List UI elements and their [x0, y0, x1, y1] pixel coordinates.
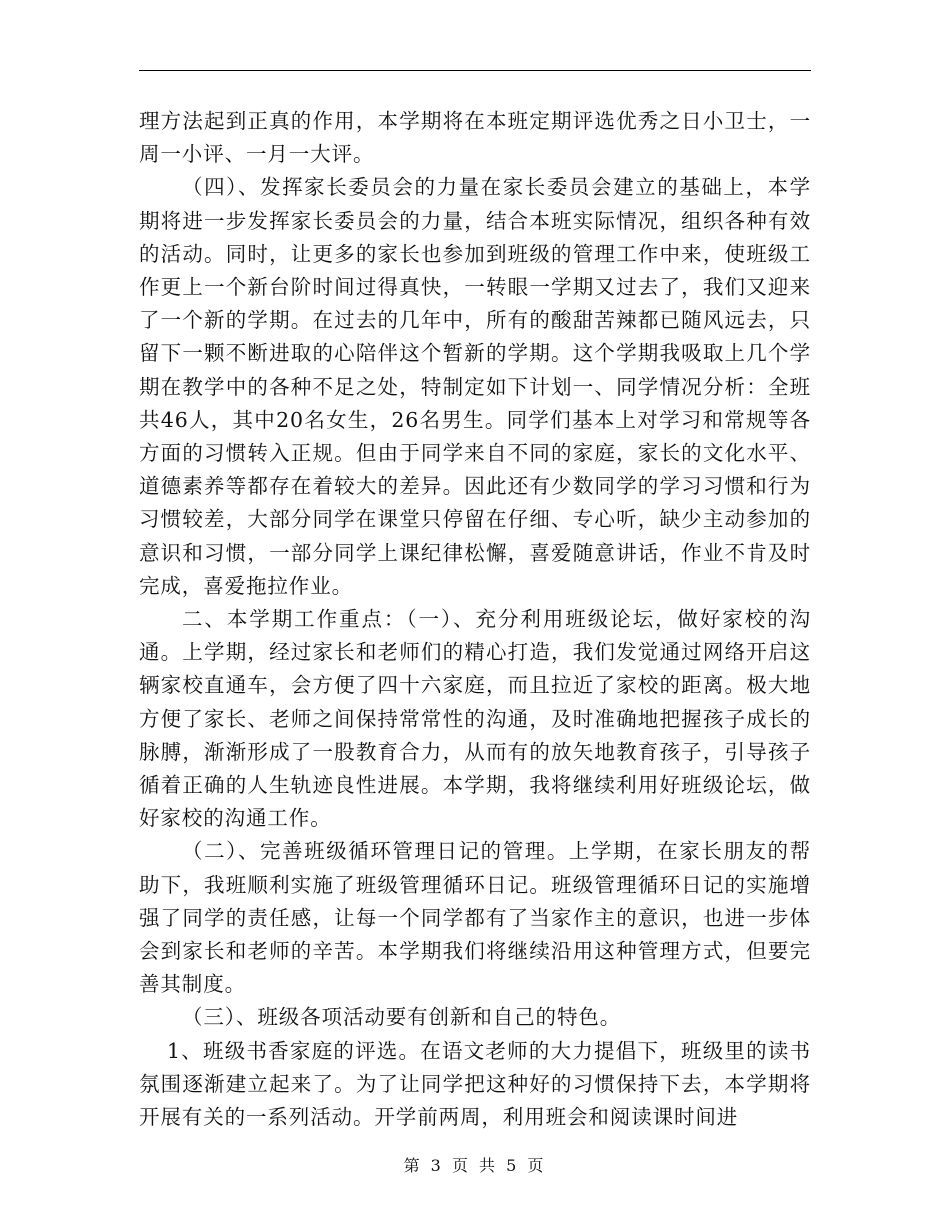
document-body — [139, 105, 811, 1134]
page-number-footer: 第 3 页 共 5 页 — [403, 1156, 547, 1175]
paragraph-2: （四）、发挥家长委员会的力量在家长委员会建立的基础上，本学期将进一步发挥家长委员会的力量，结合本班实际情况，组织各种有效的活动。同时，让更多的家长也参加到班级的管理工作中来，使班级工作更上一个新台阶时间过得真快，一转眼一学期又过去了，我们又迎来了一个新的学期。在过去的几年中，所有的酸甜苦辣都已随风远去，只留下一颗不断进取的心陪伴这个暂新的学期。这个学期我吸取上几个学期在教学中的各种不足之处，特制定如下计划一、同学情况分析：全班共46人，其中20名女生，26名男生。同学们基本上对学习和常规等各方面的习惯转入正规。但由于同学来自不同的家庭，家长的文化水平、道德素养等都存在着较大的差异。因此还有少数同学的学习习惯和行为习惯较差，大部分同学在课堂只停留在仔细、专心听，缺少主动参加的意识和习惯，一部分同学上课纪律松懈，喜爱随意讲话，作业不肯及时完成，喜爱拖拉作业。 — [139, 175, 811, 598]
paragraph-6: 1、班级书香家庭的评选。在语文老师的大力提倡下，班级里的读书氛围逐渐建立起来了。为了让同学把这种好的习惯保持下去，本学期将开展有关的一系列活动。开学前两周，利用班会和阅读课时间进 — [139, 1038, 811, 1130]
paragraph-4: （二）、完善班级循环管理日记的管理。上学期，在家长朋友的帮助下，我班顺利实施了班级管理循环日记。班级管理循环日记的实施增强了同学的责任感，让每一个同学都有了当家作主的意识，也进一步体会到家长和老师的辛苦。本学期我们将继续沿用这种管理方式，但要完善其制度。 — [139, 839, 811, 997]
paragraph-1: 理方法起到正真的作用，本学期将在本班定期评选优秀之日小卫士，一周一小评、一月一大评。 — [139, 109, 811, 167]
paragraph-3: 二、本学期工作重点：（一）、充分利用班级论坛，做好家校的沟通。上学期，经过家长和老师们的精心打造，我们发觉通过网络开启这辆家校直通车，会方便了四十六家庭，而且拉近了家校的距离。极大地方便了家长、老师之间保持常常性的沟通，及时准确地把握孩子成长的脉膊，渐渐形成了一股教育合力，从而有的放矢地教育孩子，引导孩子循着正确的人生轨迹良性进展。本学期，我将继续利用好班级论坛，做好家校的沟通工作。 — [139, 607, 811, 831]
header-rule — [139, 70, 811, 71]
paragraph-5: （三）、班级各项活动要有创新和自己的特色。 — [182, 1005, 622, 1030]
